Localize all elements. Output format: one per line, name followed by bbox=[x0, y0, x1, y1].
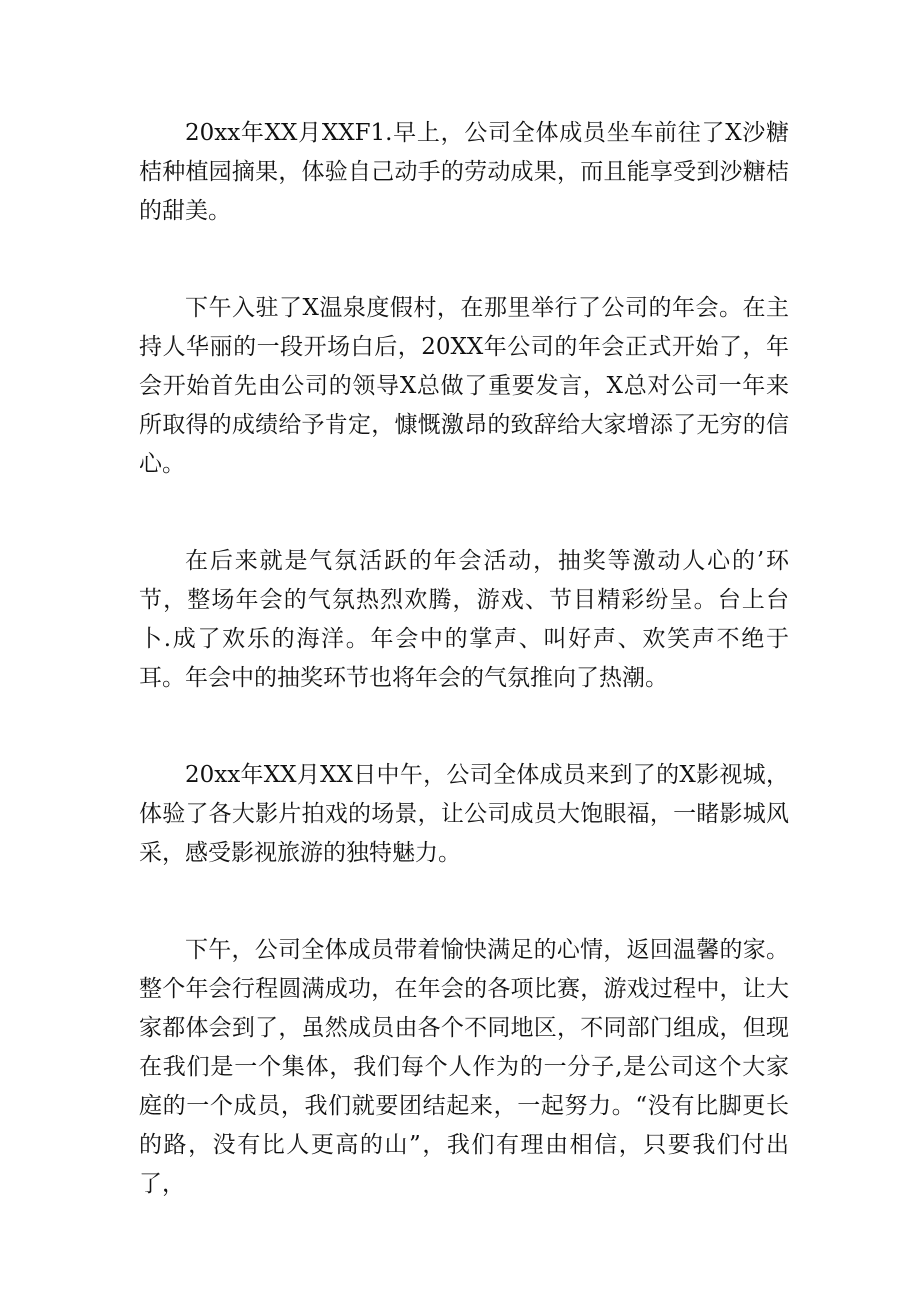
paragraph-1: 20xx年XX月XXF1.早上，公司全体成员坐车前往了X沙糖桔种植园摘果，体验自己动手的劳动成果，而且能享受到沙糖桔的甜美。 bbox=[139, 120, 789, 224]
document-body bbox=[139, 114, 789, 1204]
paragraph-5: 下午，公司全体成员带着愉快满足的心情，返回温馨的家。整个年会行程圆满成功，在年会的各项比赛，游戏过程中，让大家都体会到了，虽然成员由各个不同地区，不同部门组成，但现在我们是一个集体，我们每个人作为的一分子,是公司这个大家庭的一个成员，我们就要团结起来，一起努力。“没有比脚更长的路，没有比人更高的山”，我们有理由相信，只要我们付出了， bbox=[139, 937, 789, 1197]
paragraph-4: 20xx年XX月XX日中午，公司全体成员来到了的X影视城，体验了各大影片拍戏的场景，让公司成员大饱眼福，一睹影城风采，感受影视旅游的独特魅力。 bbox=[139, 762, 789, 866]
paragraph-3: 在后来就是气氛活跃的年会活动，抽奖等激动人心的’环节，整场年会的气氛热烈欢腾，游戏、节目精彩纷呈。台上台卜.成了欢乐的海洋。年会中的掌声、叫好声、欢笑声不绝于耳。年会中的抽奖环节也将年会的气氛推向了热潮。 bbox=[139, 548, 789, 691]
paragraph-2: 下午入驻了X温泉度假村，在那里举行了公司的年会。在主持人华丽的一段开场白后，20XX年公司的年会正式开始了，年会开始首先由公司的领导X总做了重要发言，X总对公司一年来所取得的成绩给予肯定，慷慨激昂的致辞给大家增添了无穷的信心。 bbox=[139, 295, 789, 477]
